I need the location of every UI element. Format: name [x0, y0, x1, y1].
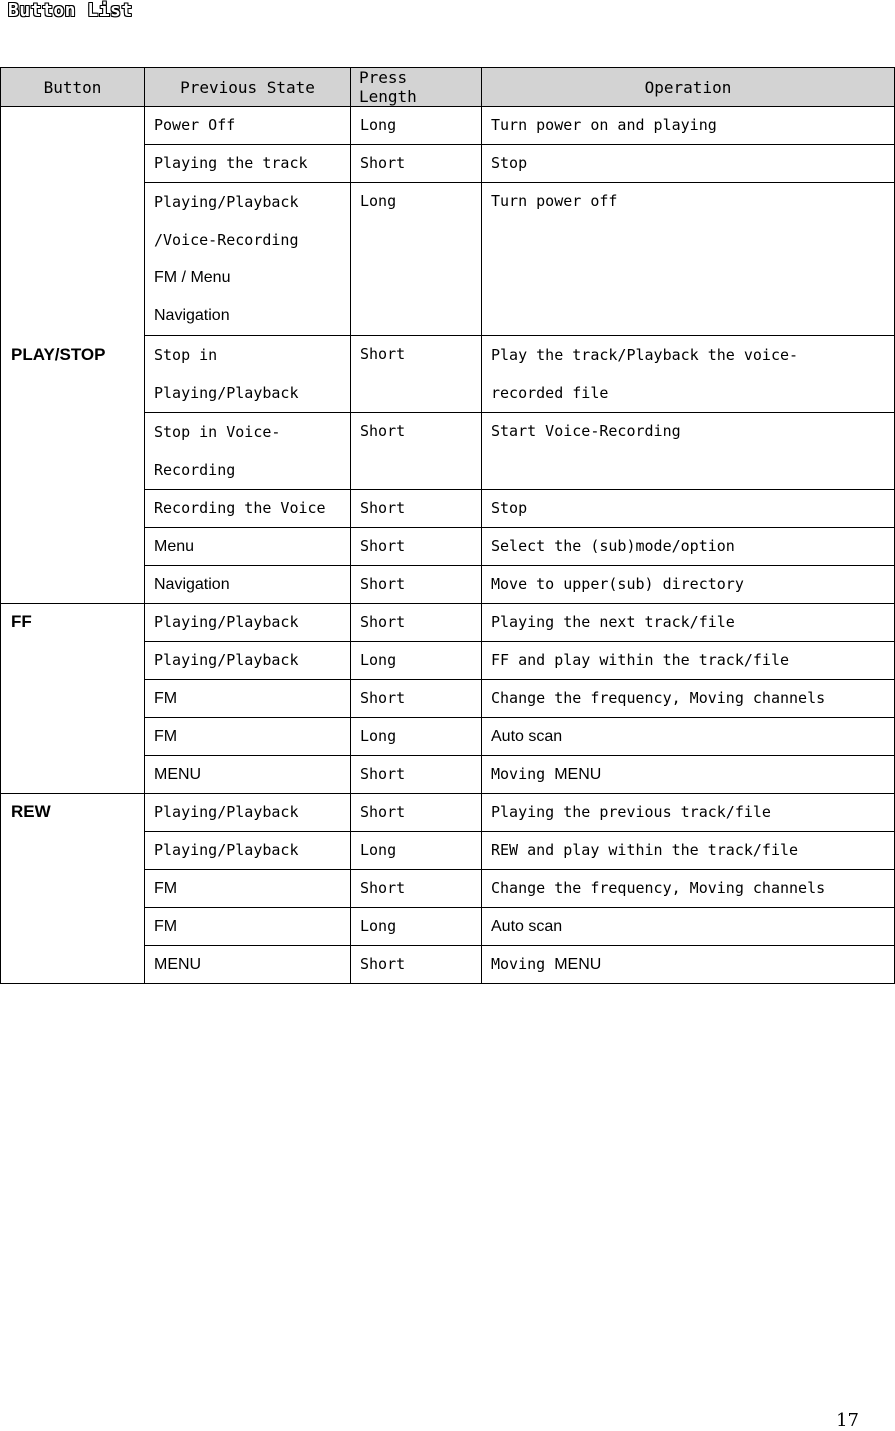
table-header-row — [1, 68, 895, 107]
cell-operation — [482, 756, 895, 794]
cell-press-length: Short — [351, 566, 482, 604]
cell-operation: Playing the previous track/file — [482, 794, 895, 832]
cell-previous-state: Playing/Playback — [145, 604, 351, 642]
cell-operation — [482, 336, 895, 413]
cell-press-length: Short — [351, 528, 482, 566]
header-press-length: Press Length — [351, 68, 482, 107]
cell-press-length: Short — [351, 413, 482, 490]
cell-operation: Select the (sub)mode/option — [482, 528, 895, 566]
cell-previous-state: FM — [145, 908, 351, 946]
button-name-play-stop: PLAY/STOP — [1, 107, 145, 604]
state-line: Recording — [154, 461, 236, 479]
cell-previous-state: Menu — [145, 528, 351, 566]
cell-press-length: Long — [351, 642, 482, 680]
operation-suffix: MENU — [554, 766, 602, 783]
cell-press-length: Short — [351, 680, 482, 718]
table-row — [1, 604, 895, 642]
cell-previous-state: MENU — [145, 946, 351, 984]
header-button: Button — [1, 68, 145, 107]
cell-operation: Auto scan — [482, 718, 895, 756]
cell-operation: FF and play within the track/file — [482, 642, 895, 680]
cell-operation: Change the frequency, Moving channels — [482, 680, 895, 718]
cell-previous-state: Playing/Playback — [145, 794, 351, 832]
cell-previous-state — [145, 183, 351, 336]
cell-press-length: Short — [351, 604, 482, 642]
cell-press-length: Long — [351, 183, 482, 336]
operation-prefix: Moving — [491, 955, 546, 973]
cell-operation — [482, 946, 895, 984]
page-number: 17 — [836, 1410, 859, 1431]
cell-press-length: Short — [351, 870, 482, 908]
state-line: Stop in Voice- — [154, 423, 281, 441]
cell-previous-state: Navigation — [145, 566, 351, 604]
cell-operation: REW and play within the track/file — [482, 832, 895, 870]
operation-prefix: Moving — [491, 765, 546, 783]
table-row — [1, 794, 895, 832]
cell-press-length: Long — [351, 832, 482, 870]
cell-press-length: Short — [351, 946, 482, 984]
cell-previous-state: MENU — [145, 756, 351, 794]
cell-operation: Stop — [482, 490, 895, 528]
state-line: Stop in — [154, 346, 218, 364]
cell-previous-state: Recording the Voice — [145, 490, 351, 528]
state-line: /Voice-Recording — [154, 231, 299, 249]
cell-previous-state — [145, 336, 351, 413]
operation-line: recorded file — [491, 384, 609, 402]
button-name-ff: FF — [1, 604, 145, 794]
cell-operation: Move to upper(sub) directory — [482, 566, 895, 604]
header-operation: Operation — [482, 68, 895, 107]
cell-operation: Auto scan — [482, 908, 895, 946]
cell-press-length: Short — [351, 145, 482, 183]
cell-previous-state: Playing the track — [145, 145, 351, 183]
state-line: Playing/Playback — [154, 193, 299, 211]
operation-suffix: MENU — [554, 956, 602, 973]
cell-press-length: Short — [351, 336, 482, 413]
cell-previous-state: Power Off — [145, 107, 351, 145]
cell-press-length: Short — [351, 756, 482, 794]
cell-operation: Turn power off — [482, 183, 895, 336]
state-line: Navigation — [154, 307, 230, 324]
state-line: Playing/Playback — [154, 384, 299, 402]
cell-operation: Playing the next track/file — [482, 604, 895, 642]
cell-previous-state: FM — [145, 718, 351, 756]
cell-previous-state: Playing/Playback — [145, 642, 351, 680]
cell-press-length: Short — [351, 794, 482, 832]
cell-operation: Turn power on and playing — [482, 107, 895, 145]
header-previous-state: Previous State — [145, 68, 351, 107]
button-name-rew: REW — [1, 794, 145, 984]
state-line: FM / Menu — [154, 269, 231, 286]
page-title: Button List — [8, 0, 133, 21]
cell-previous-state — [145, 413, 351, 490]
cell-press-length: Long — [351, 107, 482, 145]
cell-press-length: Long — [351, 908, 482, 946]
cell-previous-state: FM — [145, 870, 351, 908]
button-list-table — [0, 67, 895, 984]
operation-line: Play the track/Playback the voice- — [491, 346, 799, 364]
cell-operation: Change the frequency, Moving channels — [482, 870, 895, 908]
cell-operation: Stop — [482, 145, 895, 183]
cell-operation: Start Voice-Recording — [482, 413, 895, 490]
cell-previous-state: FM — [145, 680, 351, 718]
cell-previous-state: Playing/Playback — [145, 832, 351, 870]
cell-press-length: Long — [351, 718, 482, 756]
table-row — [1, 107, 895, 145]
cell-press-length: Short — [351, 490, 482, 528]
